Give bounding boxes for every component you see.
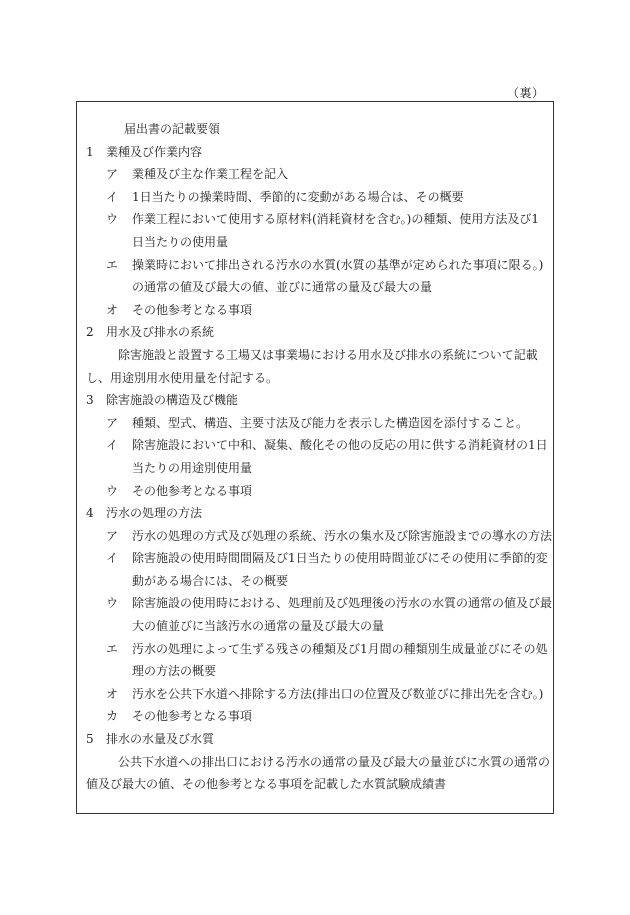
section-1-item-i: イ 1日当たりの操業時間、季節的に変動がある場合は、その概要 (106, 189, 464, 204)
page-side-label: （裏） (507, 86, 545, 100)
section-4-item-o: オ 汚水を公共下水道へ排除する方法(排出口の位置及び数並びに排出先を含む。) (106, 686, 544, 701)
section-1-item-a: ア 業種及び主な作業工程を記入 (106, 167, 289, 182)
section-1-item-e-cont: の通常の値及び最大の値、並びに通常の量及び最大の量 (132, 280, 433, 295)
document-title: 届出書の記載要領 (124, 122, 221, 136)
section-4-heading: 4 汚水の処理の方法 (86, 506, 203, 521)
section-3-heading: 3 除害施設の構造及び機能 (86, 393, 239, 408)
section-3-item-u: ウ その他参考となる事項 (106, 483, 253, 498)
section-5-para-line-1: 公共下水道への排出口における汚水の通常の量及び最大の量並びに水質の通常の (118, 754, 551, 769)
section-3-item-i-cont: 当たりの用途別使用量 (132, 460, 253, 475)
section-5-heading: 5 排水の水量及び水質 (86, 732, 215, 747)
section-2-para-line-2: し、用途別用水使用量を付記する。 (86, 370, 279, 385)
section-4-item-ka: カ その他参考となる事項 (106, 709, 253, 724)
section-4-item-a: ア 汚水の処理の方式及び処理の系統、汚水の集水及び除害施設までの導水の方法 (106, 528, 553, 543)
document-body (86, 118, 553, 796)
section-3-item-a: ア 種類、型式、構造、主要寸法及び能力を表示した構造図を添付すること。 (106, 415, 529, 430)
section-4-item-i: イ 除害施設の使用時間間隔及び1日当たりの使用時間並びにその使用に季節的変 (106, 551, 548, 566)
section-2-heading: 2 用水及び排水の系統 (86, 325, 215, 340)
section-3-item-i: イ 除害施設において中和、凝集、酸化その他の反応の用に供する消耗資材の1日 (106, 438, 548, 453)
section-2-para-line-1: 除害施設と設置する工場又は事業場における用水及び排水の系統について記載 (118, 347, 538, 362)
section-1-item-u: ウ 作業工程において使用する原材料(消耗資材を含む。)の種類、使用方法及び1 (106, 212, 540, 227)
section-1-item-e: エ 操業時において排出される汚水の水質(水質の基準が定められた事項に限る。) (106, 257, 544, 272)
section-4-item-u-cont: 大の値並びに当該汚水の通常の量及び最大の量 (132, 619, 385, 634)
section-5-para-line-2: 値及び最大の値、その他参考となる事項を記載した水質試験成績書 (86, 777, 447, 792)
section-4-item-u: ウ 除害施設の使用時における、処理前及び処理後の汚水の水質の通常の値及び最 (106, 596, 553, 611)
section-1-item-o: オ その他参考となる事項 (106, 302, 253, 317)
section-4-item-i-cont: 動がある場合には、その概要 (132, 573, 289, 588)
section-4-item-e-cont: 理の方法の概要 (132, 664, 217, 679)
section-1-heading: 1 業種及び作業内容 (86, 144, 203, 159)
section-4-item-e: エ 汚水の処理によって生ずる残さの種類及び1月間の種類別生成量並びにその処 (106, 641, 548, 656)
section-1-item-u-cont: 日当たりの使用量 (132, 234, 229, 249)
